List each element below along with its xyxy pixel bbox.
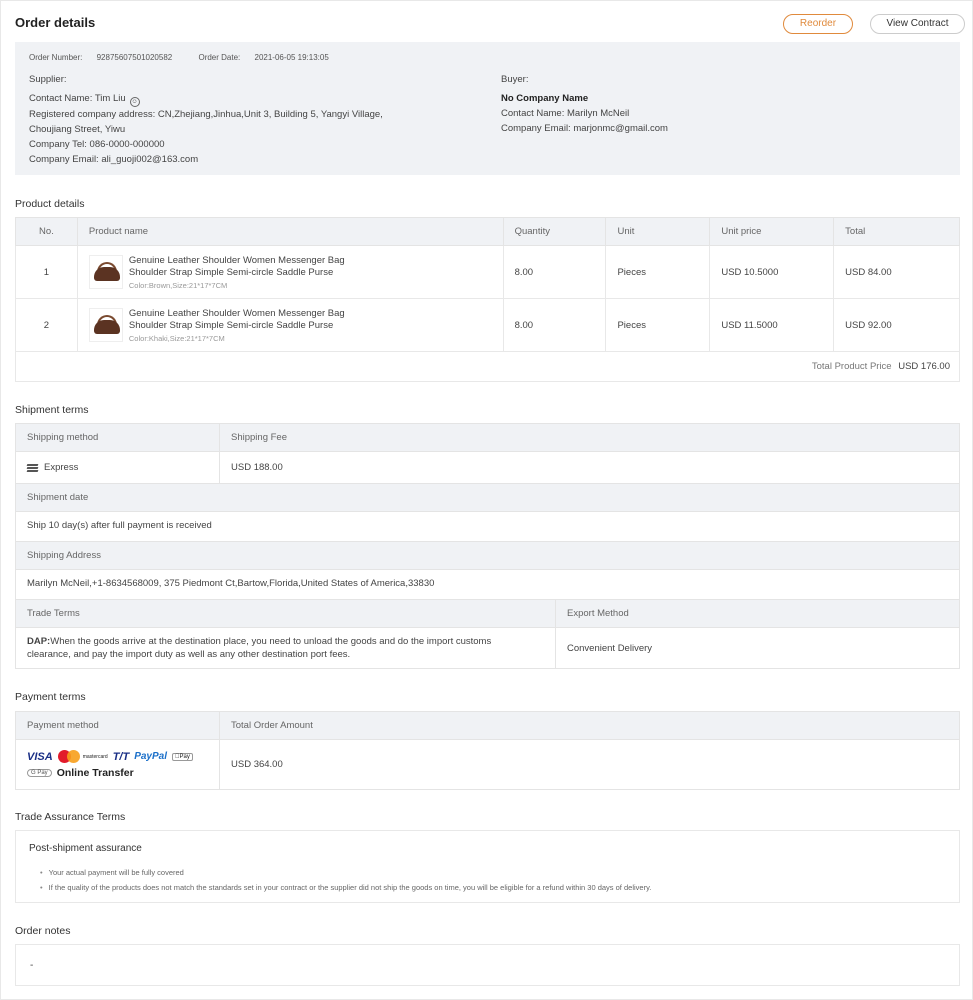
- table-row: [16, 246, 960, 299]
- trade-assurance-title: Trade Assurance Terms: [15, 811, 126, 823]
- paypal-icon: PayPal: [134, 751, 168, 762]
- assurance-box: [15, 830, 960, 903]
- order-date: 2021-06-05 19:13:05: [254, 53, 329, 62]
- order-number: 92875607501020582: [96, 53, 173, 62]
- supplier-info: [29, 72, 429, 167]
- chat-icon[interactable]: ☺: [131, 99, 138, 105]
- express-icon: [27, 464, 38, 472]
- shipping-address-header: Shipping Address: [16, 542, 959, 570]
- online-transfer-label: Online Transfer: [56, 767, 134, 779]
- trade-terms-code: DAP:: [27, 636, 51, 647]
- shipment-terms-title: Shipment terms: [15, 404, 89, 416]
- total-order-amount-header: Total Order Amount: [219, 712, 959, 740]
- view-contract-button[interactable]: View Contract: [870, 14, 965, 34]
- payment-methods: [16, 740, 219, 789]
- row-unit: Pieces: [606, 246, 710, 299]
- assurance-item: • If the quality of the products does not match the standards set in your contract or the supplier did not ship the goods on time, you will be eligible for a refund within 30 days of delivery.: [40, 880, 651, 895]
- visa-icon: VISA: [27, 750, 53, 763]
- shipment-date-header: Shipment date: [16, 484, 959, 512]
- shipping-method-header: Shipping method: [16, 424, 219, 452]
- apple-pay-label: Pay: [175, 753, 186, 760]
- buyer-heading: Buyer:: [501, 74, 529, 85]
- order-party-panel: [15, 42, 960, 175]
- supplier-address-line1: Registered company address: CN,Zhejiang,Jinhua,Unit 3, Building 5, Yangyi Village,: [29, 109, 383, 120]
- row-no: 1: [16, 246, 78, 299]
- export-method-header: Export Method: [555, 600, 959, 628]
- payment-method-header: Payment method: [16, 712, 219, 740]
- product-name-link[interactable]: Genuine Leather Shoulder Women Messenger Bag Shoulder Strap Simple Semi-circle Saddle Purse: [128, 307, 345, 331]
- trade-terms-text: When the goods arrive at the destination place, you need to unload the goods and do the import customs clearance, and pay the import duty as well as any other destination port fees.: [27, 636, 492, 660]
- col-header-quantity: Quantity: [503, 218, 606, 246]
- export-method-value: Convenient Delivery: [555, 628, 959, 668]
- col-header-product-name: Product name: [77, 218, 503, 246]
- buyer-contact: Contact Name: Marilyn McNeil: [501, 108, 630, 119]
- row-total: USD 84.00: [834, 246, 960, 299]
- row-unit: Pieces: [606, 299, 710, 352]
- tt-icon: T/T: [112, 750, 130, 763]
- row-total: USD 92.00: [834, 299, 960, 352]
- product-table: [15, 217, 960, 352]
- shipping-fee-header: Shipping Fee: [219, 424, 959, 452]
- google-pay-icon: G Pay: [27, 769, 52, 777]
- supplier-tel: Company Tel: 086-0000-000000: [29, 139, 165, 150]
- row-unit-price: USD 10.5000: [710, 246, 834, 299]
- order-date-label: Order Date:: [198, 53, 241, 62]
- row-unit-price: USD 11.5000: [710, 299, 834, 352]
- product-name-link[interactable]: Genuine Leather Shoulder Women Messenger Bag Shoulder Strap Simple Semi-circle Saddle Purse: [128, 254, 345, 278]
- total-product-price-value: USD 176.00: [898, 361, 950, 372]
- assurance-subtitle: Post-shipment assurance: [29, 843, 142, 854]
- mastercard-label: mastercard: [82, 753, 108, 760]
- apple-pay-icon: [172, 753, 193, 761]
- order-meta: [29, 53, 353, 62]
- payment-terms-title: Payment terms: [15, 691, 86, 703]
- col-header-unit: Unit: [606, 218, 710, 246]
- shipping-address-box: [15, 541, 960, 600]
- supplier-heading: Supplier:: [29, 74, 67, 85]
- shipping-method-value: Express: [44, 462, 79, 473]
- total-product-price-label: Total Product Price: [811, 361, 892, 372]
- trade-terms-box: [15, 599, 960, 669]
- product-thumbnail[interactable]: [89, 308, 123, 342]
- buyer-company: No Company Name: [501, 93, 589, 104]
- trade-terms-value: [16, 628, 555, 668]
- buyer-info: [501, 72, 901, 136]
- mastercard-icon: [58, 750, 80, 763]
- total-order-amount-value: USD 364.00: [219, 740, 959, 789]
- supplier-address-line2: Choujiang Street, Yiwu: [29, 124, 126, 135]
- product-details-title: Product details: [15, 198, 85, 210]
- buyer-email: Company Email: marjonmc@gmail.com: [501, 123, 668, 134]
- shipping-method-box: [15, 423, 960, 484]
- row-product: [77, 246, 503, 299]
- shipping-address-value: Marilyn McNeil,+1-8634568009, 375 Piedmont Ct,Bartow,Florida,United States of America,33830: [27, 578, 435, 589]
- row-no: 2: [16, 299, 78, 352]
- product-thumbnail[interactable]: [89, 255, 123, 289]
- order-notes-value: -: [15, 944, 960, 986]
- assurance-item: • Your actual payment will be fully covered: [40, 865, 651, 880]
- payment-box: [15, 711, 960, 790]
- row-quantity: 8.00: [503, 299, 606, 352]
- page-title: Order details: [15, 15, 96, 30]
- reorder-button[interactable]: Reorder: [783, 14, 853, 34]
- shipment-date-box: [15, 483, 960, 542]
- supplier-email: Company Email: ali_guoji002@163.com: [29, 154, 199, 165]
- row-product: [77, 299, 503, 352]
- product-variant: Color:Khaki,Size:21*17*7CM: [128, 333, 225, 343]
- row-quantity: 8.00: [503, 246, 606, 299]
- col-header-no: No.: [16, 218, 78, 246]
- col-header-unit-price: Unit price: [710, 218, 834, 246]
- col-header-total: Total: [834, 218, 960, 246]
- table-row: [16, 299, 960, 352]
- shipment-date-value: Ship 10 day(s) after full payment is received: [27, 520, 212, 531]
- shipping-fee-value: USD 188.00: [219, 452, 959, 483]
- order-notes-title: Order notes: [15, 925, 71, 937]
- assurance-list: [40, 865, 651, 895]
- order-number-label: Order Number:: [29, 53, 83, 62]
- total-product-price-row: [15, 352, 960, 382]
- trade-terms-header: Trade Terms: [16, 600, 555, 628]
- supplier-contact: Contact Name: Tim Liu: [29, 93, 126, 104]
- product-variant: Color:Brown,Size:21*17*7CM: [128, 280, 228, 290]
- supplier-contact-row: [29, 91, 429, 107]
